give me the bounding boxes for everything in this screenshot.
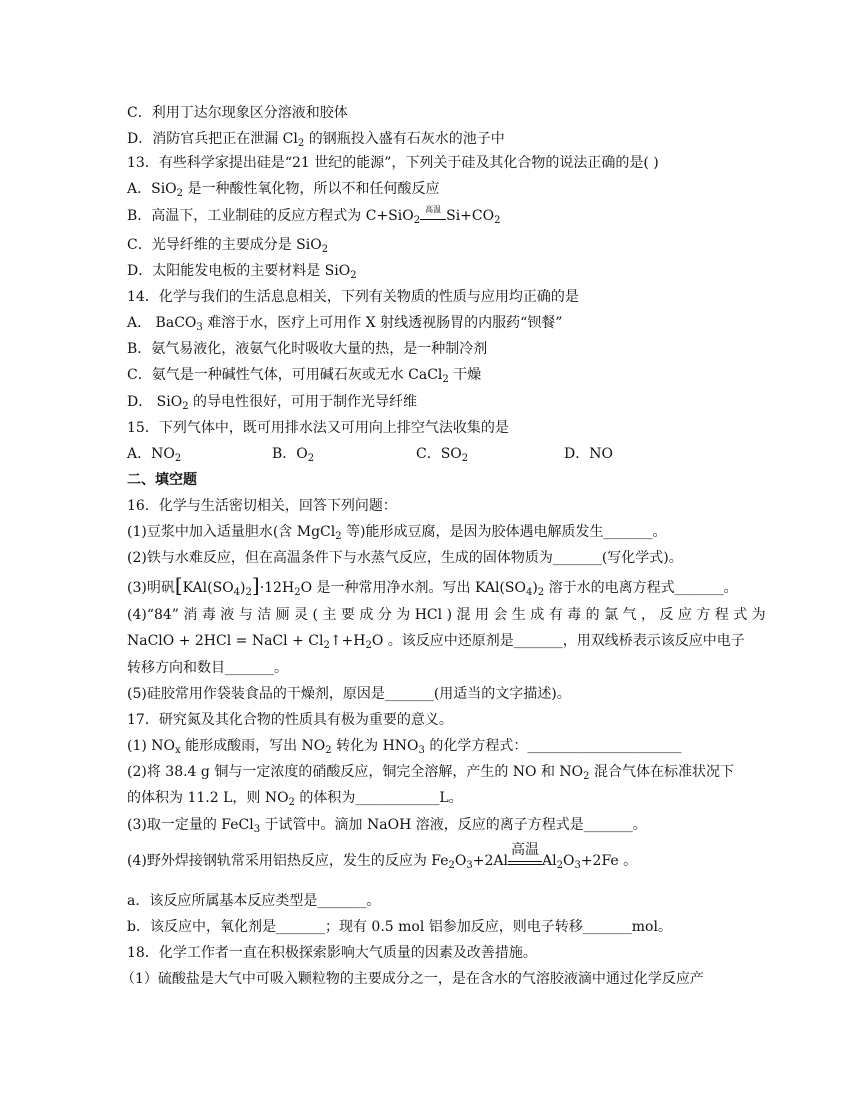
q16-part-4-equation: NaClO + 2HCl = NaCl + $Cl_2↑+H_2O$ 。该反应中还原剂是_______，用双线桥表示该反应中电子 xyxy=(127,633,745,651)
q13-option-a: A．SiO$_2$ 是一种酸性氧化物，所以不和任何酸反应 xyxy=(127,181,440,199)
q13-stem: 13．有些科学家提出硅是“21 世纪的能源”，下列关于硅及其化合物的说法正确的是( ) xyxy=(127,155,659,171)
q17-part-2-cont: 的体积为 11.2 L，则 $NO_2$ 的体积为____________L。 xyxy=(127,790,463,808)
q14-option-d: D． SiO$_2$ 的导电性很好，可用于制作光导纤维 xyxy=(127,394,418,412)
q16-part-4: (4)“84” 消 毒 液 与 洁 厕 灵 ( 主 要 成 分 为 HCl ) 混 用 会 生 成 有 毒 的 氯 气 ， 反 应 方 程 式 为 xyxy=(127,607,766,623)
q16-stem: 16．化学与生活密切相关，回答下列问题： xyxy=(127,498,397,514)
q15-option-d: D．NO xyxy=(564,446,613,462)
q18-part-1: （1）硫酸盐是大气中可吸入颗粒物的主要成分之一，是在含水的气溶胶液滴中通过化学反应产 xyxy=(121,971,704,987)
q18-stem: 18．化学工作者一直在积极探索影响大气质量的因素及改善措施。 xyxy=(127,945,537,961)
reaction-condition: 高温 xyxy=(508,854,542,865)
q15-option-b: B．$O_2$ xyxy=(272,446,315,464)
q12-option-c: C．利用丁达尔现象区分溶液和胶体 xyxy=(127,105,348,121)
q15-option-a: A．$NO_2$ xyxy=(127,446,182,464)
q14-stem: 14．化学与我们的生活息息相关，下列有关物质的性质与应用均正确的是 xyxy=(127,289,579,305)
q14-option-a: A． BaCO$_3$ 难溶于水，医疗上可用作 X 射线透视肠胃的内服药“钡餐” xyxy=(127,315,563,333)
q13-option-c: C．光导纤维的主要成分是 SiO$_2$ xyxy=(127,237,329,255)
q17-part-3: (3)取一定量的 FeCl$_3$ 于试管中。滴加 NaOH 溶液，反应的离子方程式是_______。 xyxy=(127,817,647,835)
q14-option-c: C．氨气是一种碱性气体，可用碱石灰或无水 CaCl$_2$ 干燥 xyxy=(127,367,482,385)
q17-part-4a: a．该反应所属基本反应类型是_______。 xyxy=(127,893,381,909)
q16-part-4-cont: 转移方向和数目_______。 xyxy=(127,660,288,676)
q16-part-3: (3)明矾$[KAl(SO_4)_2]\cdot 12H_2O$ 是一种常用净水剂。写出 $KAl(SO_4)_2$ 溶于水的电离方程式_______。 xyxy=(127,573,738,598)
q13-option-b: B．高温下，工业制硅的反应方程式为 C+SiO$_2$ 高温 $Si+CO_2$ xyxy=(127,205,501,226)
reaction-condition: 高温 xyxy=(420,209,446,220)
q17-stem: 17．研究氮及其化合物的性质具有极为重要的意义。 xyxy=(127,712,453,728)
q17-part-2: (2)将 38.4 g 铜与一定浓度的硝酸反应，铜完全溶解，产生的 NO 和 $NO_2$ 混合气体在标准状况下 xyxy=(127,764,734,782)
q15-option-c: C．$SO_2$ xyxy=(416,446,469,464)
q17-part-1: (1) $NO_x$ 能形成酸雨，写出 $NO_2$ 转化为 $HNO_3$ 的化学方程式：______________________ xyxy=(127,738,682,756)
q13-option-d: D．太阳能发电板的主要材料是 SiO$_2$ xyxy=(127,263,357,281)
section-heading: 二、填空题 xyxy=(127,472,197,488)
q17-part-4: (4)野外焊接钢轨常采用铝热反应，发生的反应为 $Fe_2O_3+2Al$ 高温 $Al_2O_3+2Fe$ 。 xyxy=(127,842,638,871)
q16-part-2: (2)铁与水难反应，但在高温条件下与水蒸气反应，生成的固体物质为_______(写化学式)。 xyxy=(127,550,683,566)
q15-stem: 15．下列气体中，既可用排水法又可用向上排空气法收集的是 xyxy=(127,420,509,436)
q14-option-b: B．氨气易液化，液氨气化时吸收大量的热，是一种制冷剂 xyxy=(127,341,488,357)
q12-option-d: D．消防官兵把正在泄漏 $Cl_2$ 的钢瓶投入盛有石灰水的池子中 xyxy=(127,131,505,149)
q17-part-4b: b．该反应中，氧化剂是_______；现有 0.5 mol 铝参加反应，则电子转移_______mol。 xyxy=(127,919,672,935)
q16-part-1: (1)豆浆中加入适量胆水(含 MgCl$_2$ 等)能形成豆腐，是因为胶体遇电解质发生_______。 xyxy=(127,524,667,542)
q16-part-5: (5)硅胶常用作袋装食品的干燥剂，原因是_______(用适当的文字描述)。 xyxy=(127,686,571,702)
